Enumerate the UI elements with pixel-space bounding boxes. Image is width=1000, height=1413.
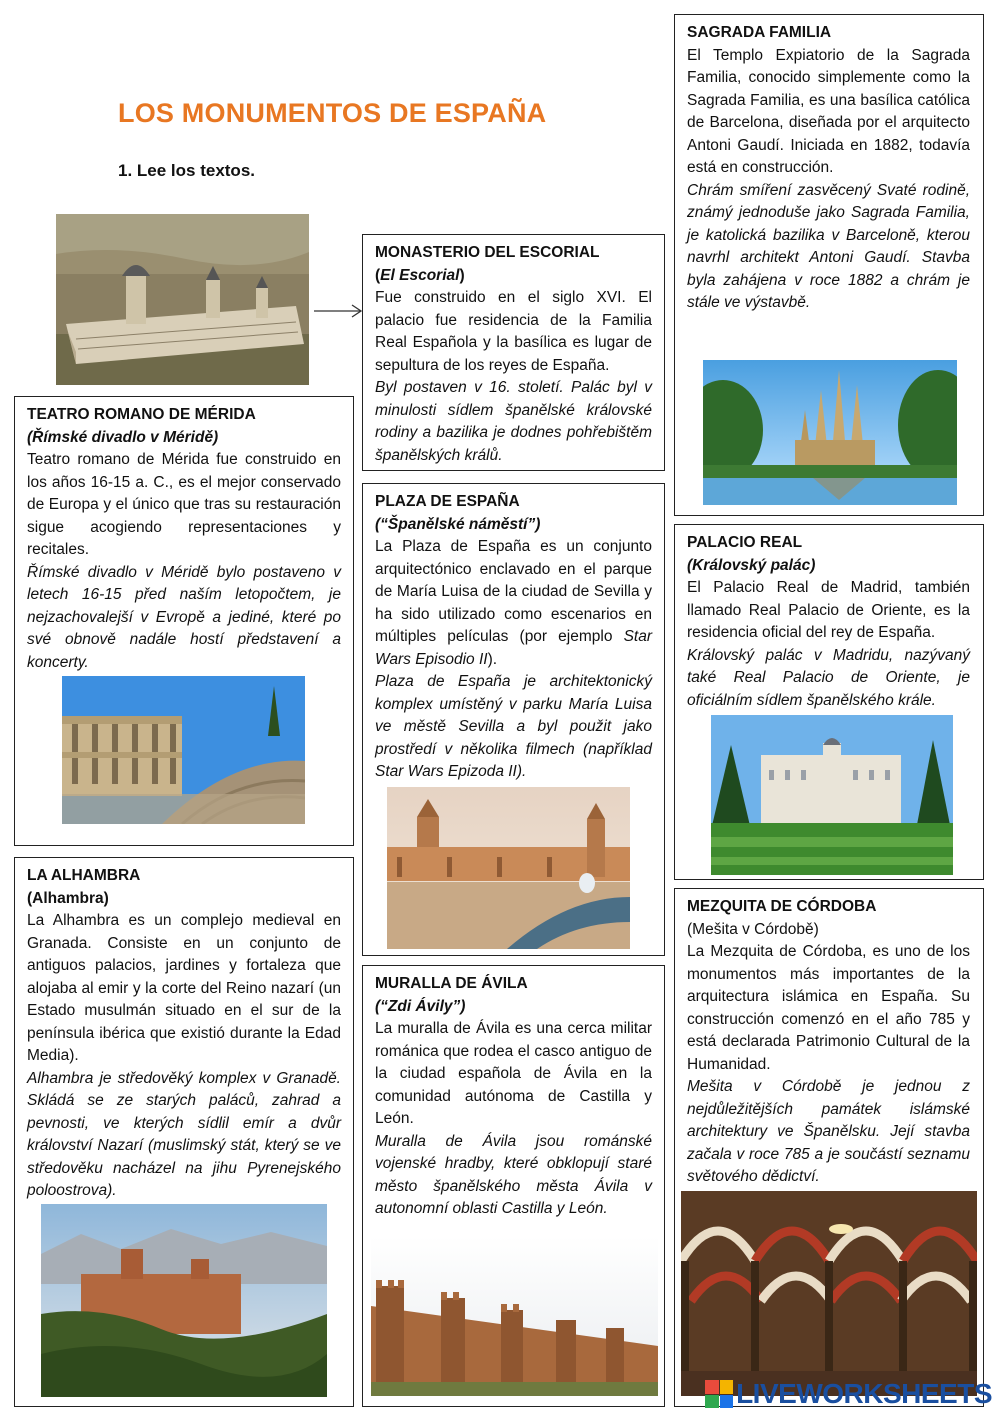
merida-subtitle: (Římské divadlo v Méridě) [27,428,219,446]
merida-photo [62,676,305,824]
escorial-photo [56,214,309,385]
plaza-film-title: Star Wars Episodio II [375,628,652,668]
arrow-right-icon [314,301,364,321]
mezquita-text-es: La Mezquita de Córdoba, es uno de los monumentos más importantes de la arquitectura islámica en España. Su construcción comenzó en el año 785 y está declarada Patrimonio Cultural de la Humanidad. [687,943,970,1073]
merida-text-es: Teatro romano de Mérida fue construido en los años 16-15 a. C., es el mejor conservado de Europa y el único que tras su restauración sigue acogiendo representaciones y recitales. [27,451,341,558]
avila-subtitle: (“Zdi Ávily”) [375,997,466,1015]
escorial-subtitle-close: ) [459,266,465,284]
plaza-card [362,483,665,956]
plaza-heading: PLAZA DE ESPAÑA [375,493,520,510]
alhambra-heading: LA ALHAMBRA [27,867,141,884]
mezquita-heading: MEZQUITA DE CÓRDOBA [687,898,877,915]
escorial-heading: MONASTERIO DEL ESCORIAL [375,244,600,261]
liveworksheets-logo [705,1377,992,1411]
sagrada-text-es: El Templo Expiatorio de la Sagrada Familia, conocido simplemente como la Sagrada Familia, es una basílica católica de Barcelona, diseñada por el arquitecto Antoni Gaudí. Iniciada en 1882, todavía está en construcción. [687,46,970,176]
merida-heading: TEATRO ROMANO DE MÉRIDA [27,406,256,423]
plaza-text-cz: Plaza de España je architektonický komplex umístěný v parku María Luisa ve městě Sevilla a byl použit jako prostředí v několika filmech (například Star Wars Epizoda II). [375,673,652,780]
mezquita-text-cz: Mešita v Córdobě je jednou z nejdůležitějších památek islámské architektury ve Španělsku. Její stavba začala v roce 785 a je součástí seznamu světového dědictví. [687,1078,970,1185]
alhambra-subtitle: (Alhambra) [27,889,109,907]
plaza-subtitle: (“Španělské náměstí”) [375,515,541,533]
escorial-subtitle-name: El Escorial [380,266,460,284]
logo-text: LIVEWORKSHEETS [736,1378,992,1409]
palacio-text-cz: Královský palác v Madridu, nazývaný také Real Palacio de Oriente, je oficiálním sídlem španělského krále. [687,646,970,709]
merida-card [14,396,354,846]
palacio-photo [711,715,953,875]
mezquita-subtitle: (Mešita v Córdobě) [687,920,819,938]
sagrada-heading: SAGRADA FAMILIA [687,24,832,41]
plaza-text-es: La Plaza de España es un conjunto arquitectónico enclavado en el parque de María Luisa de la ciudad de Sevilla y ha sido utilizado como escenarios en múltiples películas (por ejemplo [375,538,652,645]
escorial-text-es: Fue construido en el siglo XVI. El palacio fue residencia de la Familia Real Española y la basílica es lugar de sepultura de los reyes de España. [375,289,652,374]
palacio-heading: PALACIO REAL [687,534,803,551]
merida-text-cz: Římské divadlo v Méridě bylo postaveno v letech 16-15 před naším letopočtem, je nejzachovalejší v Evropě a jediné, které po své obnově nadále hostí představení a koncerty. [27,563,341,671]
logo-icon [705,1380,733,1408]
sagrada-text-cz: Chrám smíření zasvěcený Svaté rodině, známý jednoduše jako Sagrada Familia, je katolická bazilika v Barceloně, kterou navrhl architekt Antoni Gaudí. Stavba byla zahájena v roce 1882 a chrám je stále ve výstavbě. [687,181,970,311]
mezquita-card [674,888,984,1407]
avila-text-cz: Muralla de Ávila jsou románské vojenské hradby, které obklopují staré město španělského města Ávila v autonomní oblasti Castilla y León. [375,1132,652,1217]
page-title: LOS MONUMENTOS DE ESPAÑA [118,98,547,128]
escorial-card [362,234,665,471]
alhambra-text-cz: Alhambra je středověký komplex v Granadě. Skládá se ze starých paláců, zahrad a pevnosti, ve kterých sídlil emír a dvůr království Nazarí (muslimský stát, který se ve středověku nacházel na jihu Pyrenejského poloostrova). [27,1069,341,1199]
palacio-subtitle: (Královský palác) [687,556,816,574]
plaza-text-es-end: ). [487,650,498,668]
alhambra-card [14,857,354,1407]
alhambra-text-es: La Alhambra es un complejo medieval en Granada. Consiste en un conjunto de antiguos palacios, jardines y fortaleza que alojaba al emir y la corte del Reino nazarí (un Estado musulmán situado en el sur de la península ibérica que existió durante la Edad Media). [27,912,341,1064]
palacio-text-es: El Palacio Real de Madrid, también llamado Real Palacio de Oriente, es la residencia oficial del rey de España. [687,579,970,641]
avila-card [362,965,665,1407]
mezquita-photo [681,1191,977,1396]
palacio-card [674,524,984,880]
escorial-text-cz: Byl postaven v 16. století. Palác byl v minulosti sídlem španělské královské rodiny a bazilika je dodnes pohřebištěm španělských králů. [375,379,652,464]
avila-text-es: La muralla de Ávila es una cerca militar románica que rodea el casco antiguo de la ciudad española de Ávila en la comunidad autónoma de Castilla y León. [375,1020,652,1127]
plaza-photo [387,787,630,949]
avila-photo [371,1236,658,1396]
sagrada-photo [703,360,957,505]
instruction: 1. Lee los textos. [118,161,255,180]
sagrada-card [674,14,984,516]
avila-heading: MURALLA DE ÁVILA [375,975,528,992]
escorial-subtitle-open: ( [375,266,381,284]
alhambra-photo [41,1204,327,1397]
